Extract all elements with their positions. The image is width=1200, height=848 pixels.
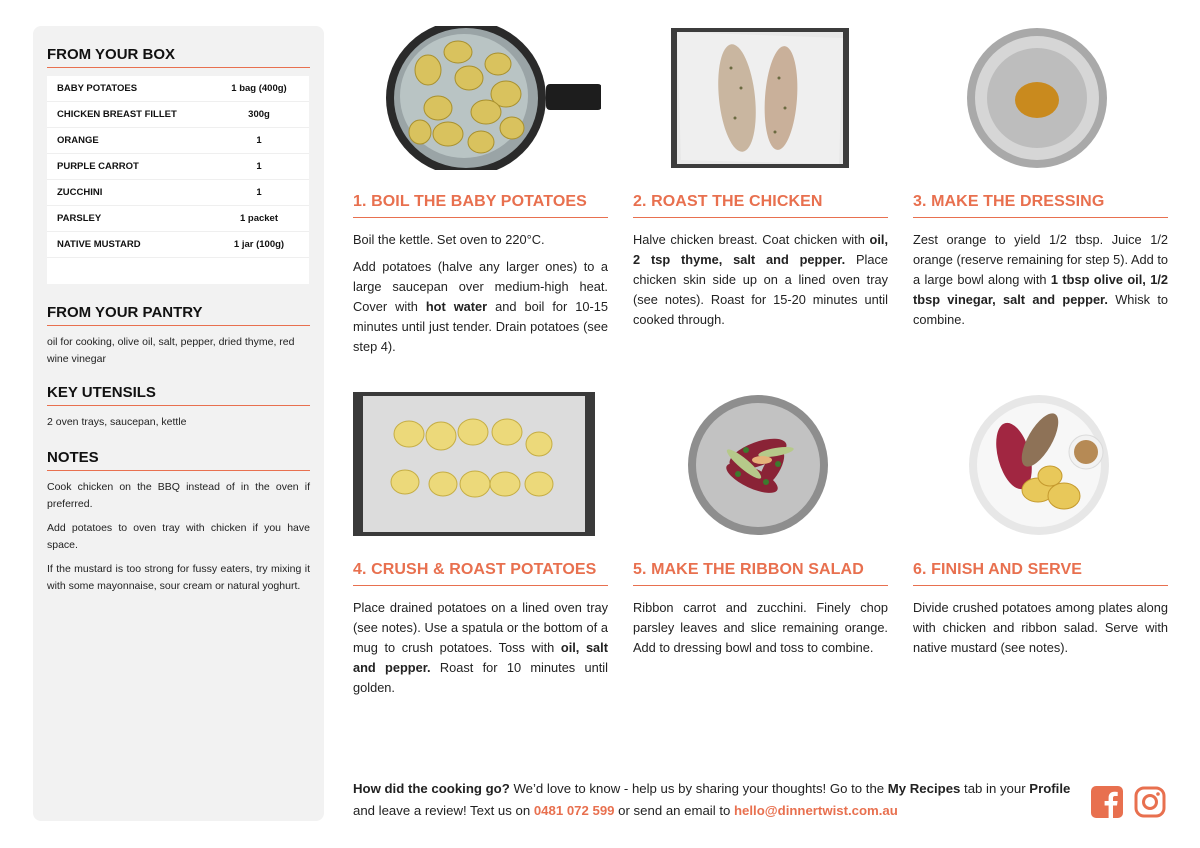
step-body (633, 230, 888, 330)
ingredient-name: CHICKEN BREAST FILLET (57, 109, 177, 120)
ingredient-row (47, 102, 309, 128)
ingredient-qty: 300g (248, 109, 270, 120)
boiling-potatoes-photo (386, 26, 601, 170)
dressing-bowl-photo (965, 26, 1109, 170)
profile-link[interactable]: Profile (1029, 781, 1071, 796)
from-your-box-heading: FROM YOUR BOX (47, 46, 310, 68)
step-text: Boil the kettle. Set oven to 220°C. (353, 232, 545, 247)
ingredient-name: PURPLE CARROT (57, 161, 139, 172)
step-title: 4. CRUSH & ROAST POTATOES (353, 561, 608, 586)
email-link[interactable]: hello@dinnertwist.com.au (734, 803, 898, 818)
step-body (913, 230, 1168, 330)
pantry-section (47, 304, 310, 368)
ingredient-name: BABY POTATOES (57, 83, 138, 94)
roast-chicken-photo (671, 28, 849, 168)
step-1 (353, 193, 608, 364)
notes-heading: NOTES (47, 449, 310, 471)
footer-question: How did the cooking go? (353, 781, 510, 796)
step-title: 1. BOIL THE BABY POTATOES (353, 193, 608, 218)
ingredient-qty: 1 packet (239, 213, 279, 224)
ingredient-qty: 1 jar (100g) (233, 239, 285, 250)
step-body (353, 598, 608, 698)
ingredients-sidebar (33, 26, 324, 821)
phone-link[interactable]: 0481 072 599 (533, 803, 615, 818)
note-item: Add potatoes to oven tray with chicken if you have space. (47, 522, 310, 551)
ingredient-row (47, 180, 309, 206)
step-6 (913, 561, 1168, 665)
ingredients-table (47, 76, 309, 284)
ingredient-row (47, 206, 309, 232)
ingredient-row-empty (47, 258, 309, 284)
step-title: 2. ROAST THE CHICKEN (633, 193, 888, 218)
ingredient-qty: 1 (256, 161, 262, 172)
ingredient-row (47, 232, 309, 258)
ingredient-name: ORANGE (57, 135, 99, 146)
ingredient-row (47, 154, 309, 180)
feedback-footer: How did the cooking go? We’d love to know - help us by sharing your thoughts! Go to the My Recipes tab in your Profile and leave a review! Text us on 0481 072 599 or send an email to hello@dinnertwist.com.au (353, 781, 1071, 818)
utensils-section (47, 384, 310, 431)
step-text: Divide crushed potatoes among plates along with chicken and ribbon salad. Serve with native mustard (see notes). (913, 600, 1168, 655)
from-your-pantry-heading: FROM YOUR PANTRY (47, 304, 310, 326)
step-body (633, 598, 888, 658)
step-body (913, 598, 1168, 658)
step-2 (633, 193, 888, 337)
ribbon-salad-photo (686, 394, 830, 536)
step-5 (633, 561, 888, 665)
note-item: Cook chicken on the BBQ instead of in the oven if preferred. (47, 481, 310, 510)
ingredient-qty: 1 (256, 135, 262, 146)
step-body (353, 230, 608, 357)
step-text: Halve chicken breast. Coat chicken with oil, 2 tsp thyme, salt and pepper. Place chicken skin side up on a lined oven tray (see notes). Roast for 15-20 minutes until cooked through. (633, 232, 888, 327)
ingredient-name: ZUCCHINI (57, 187, 103, 198)
ingredient-row (47, 76, 309, 102)
step-4 (353, 561, 608, 705)
step-text: Zest orange to yield 1/2 tbsp. Juice 1/2 orange (reserve remaining for step 5). Add to a large bowl along with 1 tbsp olive oil, 1/2 tbsp vinegar, salt and pepper. Whisk to combine. (913, 232, 1168, 327)
ingredient-name: PARSLEY (57, 213, 102, 224)
step-text: Place drained potatoes on a lined oven tray (see notes). Use a spatula or the bottom of a mug to crush potatoes. Toss with oil, salt and pepper. Roast for 10 minutes until golden. (353, 600, 608, 695)
ingredient-row (47, 128, 309, 154)
ingredient-name: NATIVE MUSTARD (57, 239, 141, 250)
step-text: Add potatoes (halve any larger ones) to a large saucepan over medium-high heat. Cover with hot water and boil for 10-15 minutes until just tender. Drain potatoes (see step 4). (353, 259, 608, 354)
finished-plate-photo (968, 394, 1110, 536)
step-text: Ribbon carrot and zucchini. Finely chop parsley leaves and slice remaining orange. Add to dressing bowl and toss to combine. (633, 600, 888, 655)
crushed-potatoes-photo (353, 392, 595, 536)
key-utensils-heading: KEY UTENSILS (47, 384, 310, 406)
notes-section (47, 449, 310, 595)
step-title: 6. FINISH AND SERVE (913, 561, 1168, 586)
step-3 (913, 193, 1168, 337)
instagram-icon[interactable] (1134, 786, 1166, 818)
step-title: 5. MAKE THE RIBBON SALAD (633, 561, 888, 586)
note-item: If the mustard is too strong for fussy eaters, try mixing it with some mayonnaise, sour cream or natural yoghurt. (47, 563, 310, 592)
utensils-text: 2 oven trays, saucepan, kettle (47, 416, 187, 428)
pantry-text: oil for cooking, olive oil, salt, pepper, dried thyme, red wine vinegar (47, 336, 295, 365)
ingredient-qty: 1 (256, 187, 262, 198)
ingredient-qty: 1 bag (400g) (231, 83, 287, 94)
facebook-icon[interactable] (1091, 786, 1123, 818)
step-title: 3. MAKE THE DRESSING (913, 193, 1168, 218)
my-recipes-link[interactable]: My Recipes (887, 781, 961, 796)
